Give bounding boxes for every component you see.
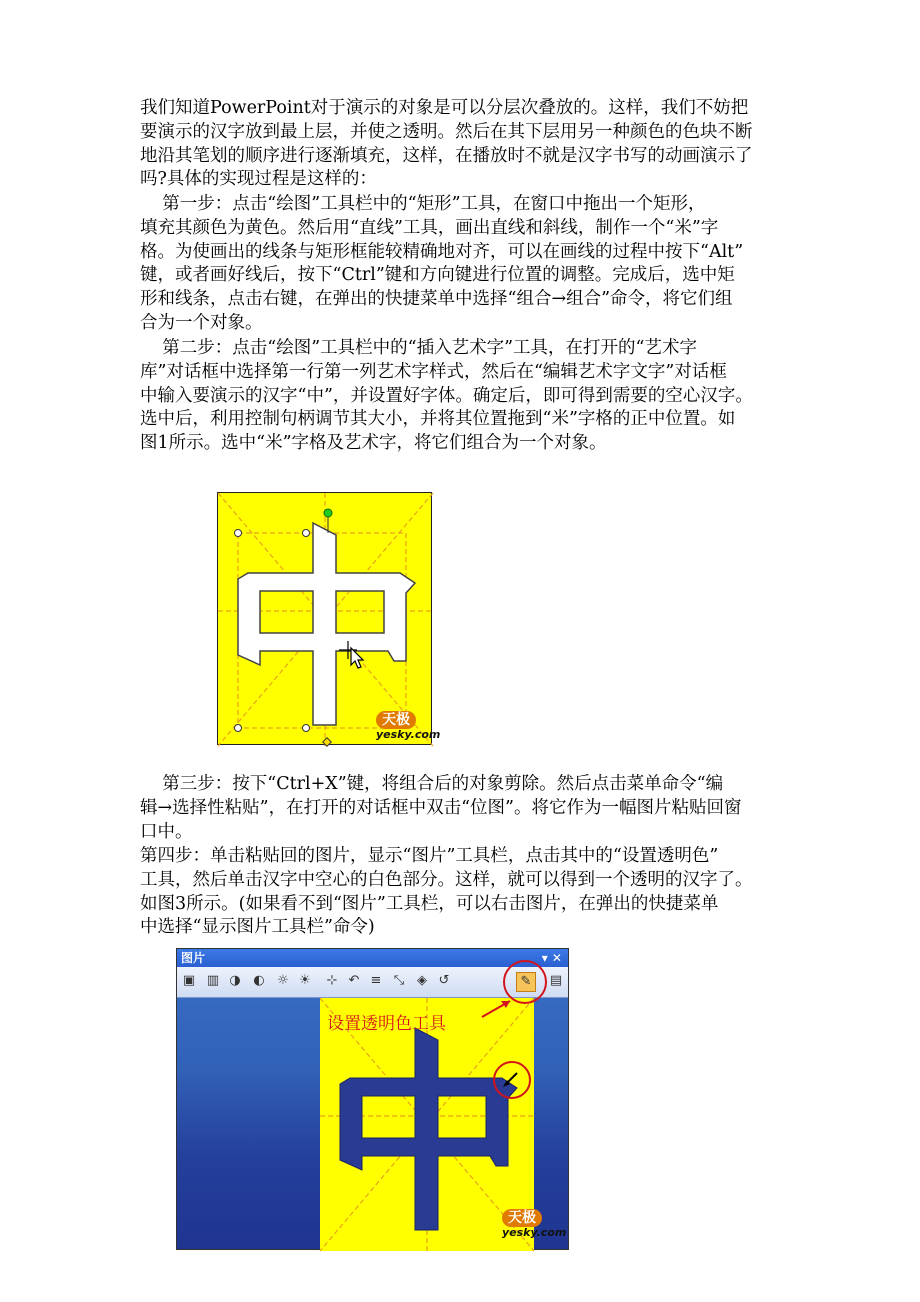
text-line: 中选择“显示图片工具栏”命令): [140, 917, 375, 938]
insert-picture-icon[interactable]: ▣: [182, 973, 196, 988]
watermark-logo: [502, 1207, 566, 1239]
less-contrast-icon[interactable]: ◐: [253, 973, 265, 988]
text-line: 我们知道PowerPoint对于演示的对象是可以分层次叠放的。这样，我们不妨把: [140, 98, 749, 118]
text-line: 辑→选择性粘贴”，在打开的对话框中双击“位图”。将它作为一幅图片粘贴回窗: [140, 797, 742, 818]
paragraph-step3: [140, 773, 800, 844]
format-picture-icon[interactable]: ◈: [417, 973, 427, 988]
watermark-logo: [376, 709, 440, 741]
line-style-icon[interactable]: ≡: [370, 973, 382, 988]
text-line: 工具，然后单击汉字中空心的白色部分。这样，就可以得到一个透明的汉字了。: [140, 869, 753, 890]
text-line: 填充其颜色为黄色。然后用“直线”工具，画出直线和斜线，制作一个“米”字: [140, 217, 719, 238]
text-line: 地沿其笔划的顺序进行逐渐填充，这样，在播放时不就是汉字书写的动画演示了: [140, 145, 753, 166]
text-line: 第一步：点击“绘图”工具栏中的“矩形”工具，在窗口中拖出一个矩形，: [140, 194, 706, 214]
text-line: 库”对话框中选择第一行第一列艺术字样式，然后在“编辑艺术字文字”对话框: [140, 361, 727, 382]
crop-icon[interactable]: ⊹: [326, 973, 338, 988]
text-line: 吗?具体的实现过程是这样的：: [140, 169, 377, 190]
figure-3-picture-toolbar: [176, 948, 569, 1250]
set-transparent-color-icon[interactable]: ✎: [516, 972, 536, 992]
more-contrast-icon[interactable]: ◑: [229, 973, 241, 988]
watermark-url: yesky.com: [502, 1226, 567, 1239]
text-line: 如图3所示。(如果看不到“图片”工具栏，可以右击图片，在弹出的快捷菜单: [140, 893, 719, 914]
paragraph-step2: [140, 337, 800, 456]
compress-icon[interactable]: ⤡: [393, 973, 405, 988]
text-line: 格。为使画出的线条与矩形框能较精确地对齐，可以在画线的过程中按下“Alt”: [140, 241, 744, 262]
toolbar-title: 图片: [181, 951, 206, 965]
reset-picture-icon[interactable]: ↺: [438, 973, 450, 988]
text-line: 中输入要演示的汉字“中”，并设置好字体。确定后，即可得到需要的空心汉字。: [140, 385, 753, 406]
text-line: 第四步：单击粘贴回的图片，显示“图片”工具栏，点击其中的“设置透明色”: [140, 846, 719, 866]
text-line: 键，或者画好线后，按下“Ctrl”键和方向键进行位置的调整。完成后，选中矩: [140, 265, 735, 286]
paragraph-step1: [140, 193, 800, 336]
text-line: 形和线条，点击右键，在弹出的快捷菜单中选择“组合→组合”命令，将它们组: [140, 289, 733, 310]
figure-1-grid-character: [217, 492, 441, 745]
text-line: 图1所示。选中“米”字格及艺术字，将它们组合为一个对象。: [140, 433, 607, 454]
watermark-badge: 天极: [502, 1209, 542, 1227]
text-line: 要演示的汉字放到最上层，并使之透明。然后在其下层用另一种颜色的色块不断: [140, 121, 753, 142]
watermark-url: yesky.com: [376, 728, 441, 741]
text-line: 合为一个对象。: [140, 312, 263, 333]
color-icon[interactable]: ▥: [206, 973, 220, 988]
watermark-badge: 天极: [376, 711, 416, 729]
paragraph-step4: [140, 845, 800, 940]
text-line: 第三步：按下“Ctrl+X”键，将组合后的对象剪除。然后点击菜单命令“编: [140, 774, 724, 794]
paragraph-intro: [140, 97, 800, 192]
hollow-character-zhong: [238, 523, 415, 725]
callout-overlay: [177, 949, 570, 1251]
less-brightness-icon[interactable]: ☀: [299, 973, 311, 988]
more-options-icon[interactable]: ▤: [549, 973, 563, 988]
callout-label: 设置透明色工具: [327, 1014, 446, 1034]
text-line: 选中后，利用控制句柄调节其大小，并将其位置拖到“米”字格的正中位置。如: [140, 409, 736, 430]
text-line: 第二步：点击“绘图”工具栏中的“插入艺术字”工具，在打开的“艺术字: [140, 338, 697, 358]
rotate-icon[interactable]: ↶: [348, 973, 360, 988]
text-line: 口中。: [140, 821, 193, 842]
more-brightness-icon[interactable]: ☼: [277, 973, 289, 988]
toolbar-window-controls[interactable]: ▾ ✕: [541, 951, 562, 965]
